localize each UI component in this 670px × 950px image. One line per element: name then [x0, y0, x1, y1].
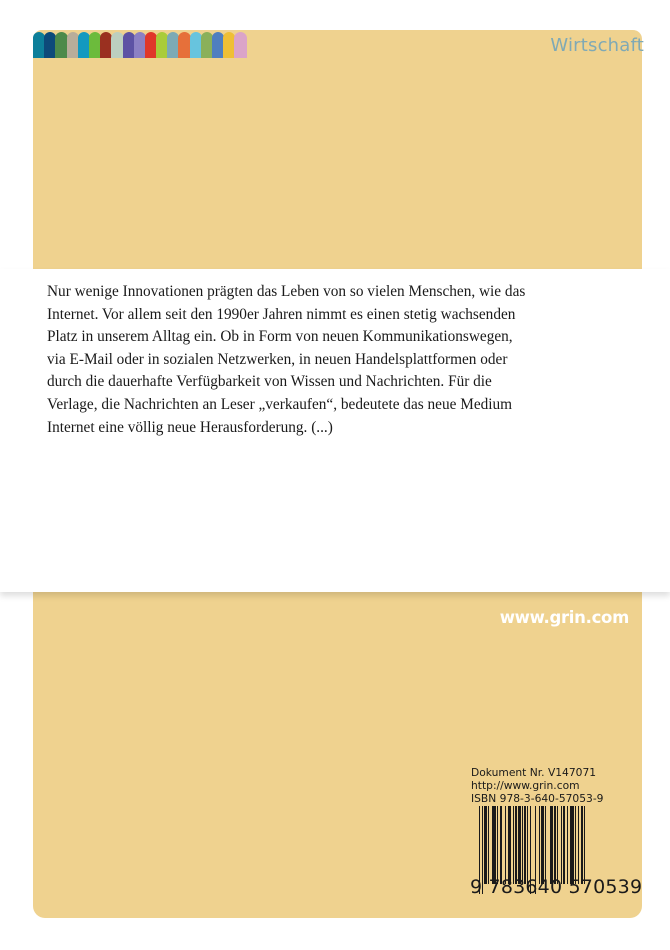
color-tab — [123, 32, 135, 58]
color-tab — [178, 32, 190, 58]
barcode-bar — [522, 806, 523, 884]
barcode-bar — [492, 806, 496, 884]
blurb-line: Nur wenige Innovationen prägten das Leben von so vielen Menschen, wie das — [47, 283, 526, 300]
document-number: Dokument Nr. V147071 — [471, 766, 597, 779]
isbn: ISBN 978-3-640-57053-9 — [471, 792, 604, 805]
color-tab — [234, 32, 246, 58]
barcode-bar — [484, 806, 487, 884]
color-tab — [55, 32, 67, 58]
barcode-bar — [488, 806, 489, 884]
barcode-bar — [527, 806, 528, 884]
barcode-bar — [497, 806, 498, 884]
blurb-text — [47, 281, 607, 439]
cover-bottom-panel — [33, 592, 642, 918]
barcode-bar — [575, 806, 576, 884]
blurb-line: via E-Mail oder in sozialen Netzwerken, in neuen Handelsplattformen oder — [47, 350, 508, 368]
blurb-line: durch die dauerhafte Verfügbarkeit von Wissen und Nachrichten. Für die — [47, 373, 492, 391]
barcode-bar — [515, 806, 516, 884]
blurb-line: Internet. Vor allem seit den 1990er Jahren nimmt es einen stetig wachsenden — [47, 305, 516, 323]
barcode-bar — [578, 806, 579, 884]
barcode-bar — [570, 806, 574, 884]
barcode-bar — [563, 806, 564, 884]
blurb-line: Internet eine völlig neue Herausforderung. (...) — [47, 418, 333, 436]
barcode-bar — [545, 806, 546, 884]
publisher-site: www.grin.com — [499, 608, 629, 627]
barcode-bar — [584, 806, 585, 884]
barcode-bar — [524, 806, 525, 884]
barcode-digits: 9 783640 570539 — [470, 876, 643, 898]
color-tab — [67, 32, 79, 58]
document-meta — [471, 766, 603, 805]
color-tab — [190, 32, 202, 58]
category-label: Wirtschaft — [550, 35, 644, 56]
color-tab — [111, 32, 123, 58]
barcode-bar — [561, 806, 562, 884]
barcode-bar — [557, 806, 558, 884]
barcode-bar — [513, 806, 514, 884]
barcode-bar — [581, 806, 582, 884]
barcode-bar — [550, 806, 553, 884]
blurb-line: Verlage, die Nachrichten an Leser „verkaufen“, bedeutete das neue Medium — [47, 395, 513, 413]
publisher-url: http://www.grin.com — [471, 779, 580, 792]
barcode — [479, 806, 636, 884]
barcode-bar — [541, 806, 544, 884]
barcode-bar — [505, 806, 506, 884]
barcode-bar — [518, 806, 521, 884]
color-tabs — [33, 32, 247, 58]
barcode-bar — [539, 806, 540, 884]
blurb-line: Platz in unserem Alltag ein. Ob in Form von neuen Kommunikationswegen, — [47, 328, 513, 346]
barcode-bar — [567, 806, 568, 884]
barcode-bar — [508, 806, 512, 884]
cover-top-panel — [33, 30, 642, 269]
barcode-bar — [500, 806, 503, 884]
barcode-bar — [554, 806, 555, 884]
